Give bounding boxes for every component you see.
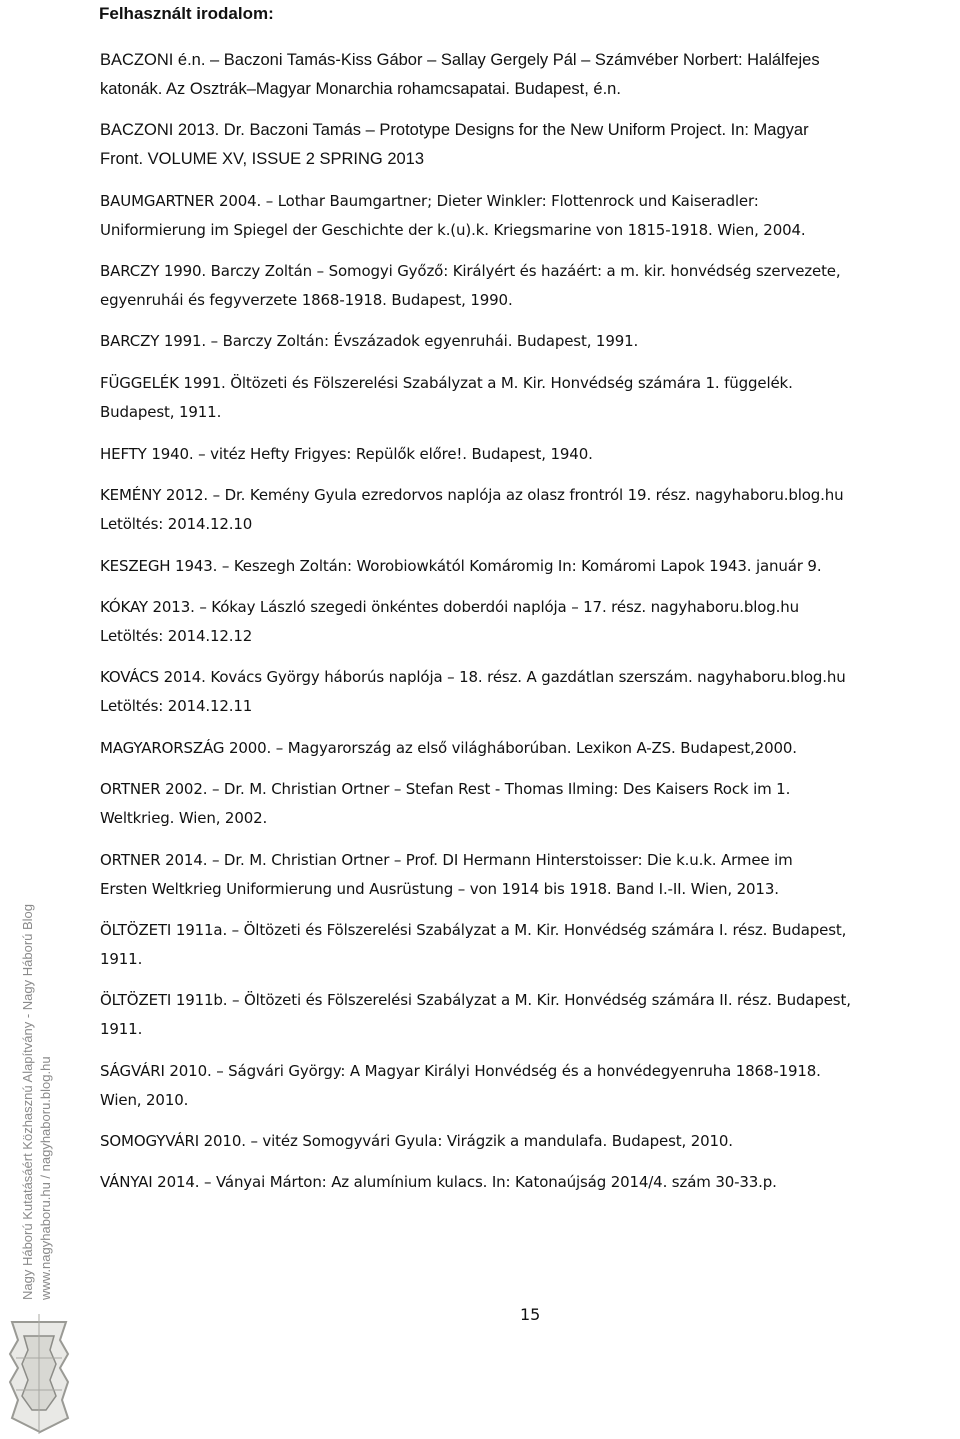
reference-line: ÖLTÖZETI 1911b. – Öltözeti és Fölszerelési Szabályzat a M. Kir. Honvédség számára II. rész. Budapest,	[100, 991, 851, 1009]
reference-item	[100, 46, 952, 104]
reference-line: BAUMGARTNER 2004. – Lothar Baumgartner; Dieter Winkler: Flottenrock und Kaiseradler:	[100, 192, 759, 210]
reference-line: HEFTY 1940. – vitéz Hefty Frigyes: Repülők előre!. Budapest, 1940.	[100, 445, 593, 463]
reference-item	[100, 481, 952, 539]
reference-item	[100, 775, 952, 833]
reference-line: KESZEGH 1943. – Keszegh Zoltán: Worobiowkától Komáromig In: Komáromi Lapok 1943. január 9.	[100, 557, 822, 575]
reference-line: BACZONI é.n. – Baczoni Tamás-Kiss Gábor – Sallay Gergely Pál – Számvéber Norbert: Halálfejes	[100, 51, 820, 69]
page-number: 15	[520, 1305, 541, 1324]
reference-item	[100, 1127, 952, 1156]
reference-line: egyenruhái és fegyverzete 1868-1918. Budapest, 1990.	[100, 291, 513, 309]
reference-line: Uniformierung im Spiegel der Geschichte der k.(u).k. Kriegsmarine von 1815-1918. Wien, 2004.	[100, 221, 806, 239]
reference-line: Letöltés: 2014.12.12	[100, 627, 253, 645]
reference-item	[100, 116, 952, 174]
reference-item	[100, 734, 952, 763]
reference-line: 1911.	[100, 950, 143, 968]
reference-line: Front. VOLUME XV, ISSUE 2 SPRING 2013	[100, 150, 425, 168]
reference-item	[100, 916, 952, 974]
reference-line: Ersten Weltkrieg Uniformierung und Ausrüstung – von 1914 bis 1918. Band I.-II. Wien, 2013.	[100, 880, 779, 898]
reference-line: Budapest, 1911.	[100, 403, 222, 421]
reference-item	[100, 327, 952, 356]
page-title: Felhasznált irodalom:	[99, 4, 274, 23]
reference-line: KOVÁCS 2014. Kovács György háborús naplója – 18. rész. A gazdátlan szerszám. nagyhaboru.blog.hu	[100, 668, 846, 686]
reference-item	[100, 663, 952, 721]
reference-line: KEMÉNY 2012. – Dr. Kemény Gyula ezredorvos naplója az olasz frontról 19. rész. nagyhaboru.blog.hu	[100, 486, 844, 504]
reference-line: Letöltés: 2014.12.10	[100, 515, 253, 533]
watermark-foundation-text: Nagy Háború Kutatásáért Közhasznú Alapítvány - Nagy Háború Blog	[20, 903, 35, 1300]
reference-line: FÜGGELÉK 1991. Öltözeti és Fölszerelési Szabályzat a M. Kir. Honvédség számára 1. függelék.	[100, 374, 793, 392]
reference-item	[100, 846, 952, 904]
reference-line: katonák. Az Osztrák–Magyar Monarchia rohamcsapatai. Budapest, é.n.	[100, 80, 621, 98]
reference-line: BARCZY 1990. Barczy Zoltán – Somogyi Győző: Királyért és hazáért: a m. kir. honvédség szervezete,	[100, 262, 841, 280]
reference-item	[100, 369, 952, 427]
watermark-sidebar	[0, 780, 78, 1439]
reference-item	[100, 986, 952, 1044]
reference-line: VÁNYAI 2014. – Ványai Márton: Az alumínium kulacs. In: Katonaújság 2014/4. szám 30-33.p.	[100, 1173, 777, 1191]
foundation-logo-icon	[2, 1310, 76, 1438]
reference-line: ÖLTÖZETI 1911a. – Öltözeti és Fölszerelési Szabályzat a M. Kir. Honvédség számára I. rész. Budapest,	[100, 921, 847, 939]
reference-line: ORTNER 2002. – Dr. M. Christian Ortner – Stefan Rest - Thomas Ilming: Des Kaisers Rock im 1.	[100, 780, 791, 798]
reference-line: MAGYARORSZÁG 2000. – Magyarország az első világháborúban. Lexikon A-ZS. Budapest,2000.	[100, 739, 797, 757]
reference-line: KÓKAY 2013. – Kókay László szegedi önkéntes doberdói naplója – 17. rész. nagyhaboru.blog.hu	[100, 598, 799, 616]
reference-line: 1911.	[100, 1020, 143, 1038]
reference-item	[100, 593, 952, 651]
reference-line: Weltkrieg. Wien, 2002.	[100, 809, 268, 827]
reference-line: BARCZY 1991. – Barczy Zoltán: Évszázadok egyenruhái. Budapest, 1991.	[100, 332, 639, 350]
reference-item	[100, 440, 952, 469]
reference-item	[100, 552, 952, 581]
reference-line: Wien, 2010.	[100, 1091, 189, 1109]
reference-line: BACZONI 2013. Dr. Baczoni Tamás – Prototype Designs for the New Uniform Project. In: Magyar	[100, 121, 809, 139]
reference-line: Letöltés: 2014.12.11	[100, 697, 253, 715]
reference-item	[100, 1168, 952, 1197]
reference-line: ORTNER 2014. – Dr. M. Christian Ortner – Prof. DI Hermann Hinterstoisser: Die k.u.k. Armee im	[100, 851, 793, 869]
reference-line: SÁGVÁRI 2010. – Ságvári György: A Magyar Királyi Honvédség és a honvédegyenruha 1868-1918.	[100, 1062, 821, 1080]
reference-item	[100, 187, 952, 245]
reference-item	[100, 257, 952, 315]
watermark-url-text: www.nagyhaboru.hu / nagyhaboru.blog.hu	[38, 1056, 53, 1300]
reference-item	[100, 1057, 952, 1115]
reference-line: SOMOGYVÁRI 2010. – vitéz Somogyvári Gyula: Virágzik a mandulafa. Budapest, 2010.	[100, 1132, 733, 1150]
